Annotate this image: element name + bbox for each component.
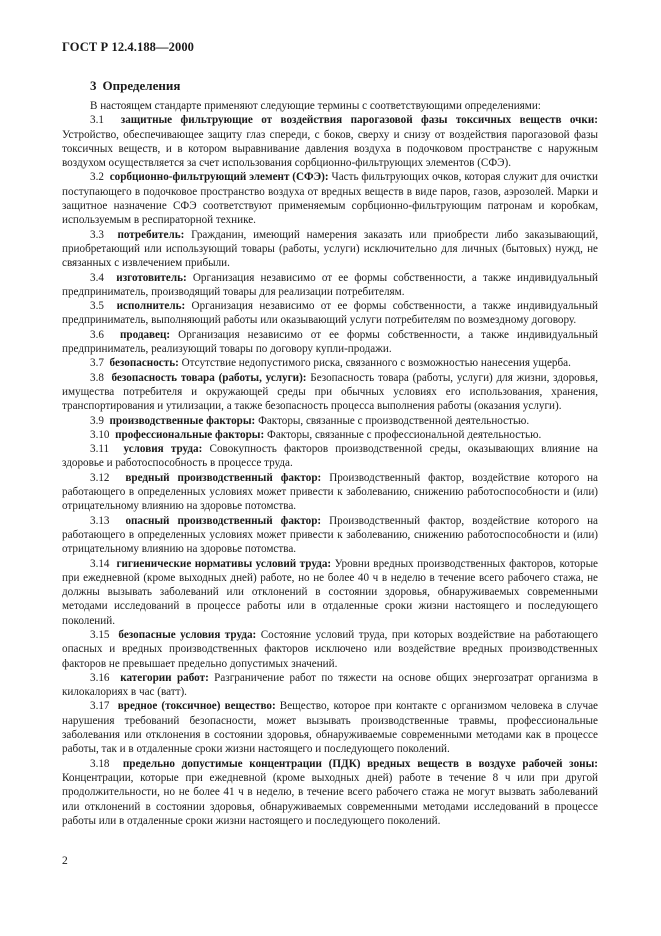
definition-number: 3.2: [90, 171, 104, 184]
definition-number: 3.1: [90, 114, 104, 127]
definition-text: Состояние условий труда, при которых воздействие на работающего опасных и вредных производственных факторов исключено или воздействие вредных производственных факторов не превышает предельно допустимых значений.: [62, 628, 598, 670]
definition-text: Совокупность факторов производственной среды, оказывающих влияние на здоровье и работоспособность в процессе труда.: [62, 443, 598, 470]
definition-item: [62, 356, 598, 370]
terms-list: [62, 113, 598, 828]
definition-item: [62, 113, 598, 170]
definition-number: 3.3: [90, 228, 104, 241]
definition-text: Безопасность товара (работы, услуги) для жизни, здоровья, имущества потребителя и окружающей среды при обычных условиях его использования, хранения, транспортирования и утилизации, а также безопасность процесса выполнения работы (оказания услуги).: [62, 371, 599, 413]
definition-text: Устройство, обеспечивающее защиту глаз спереди, с боков, сверху и снизу от воздействия парогазовой фазы токсичных веществ, и в котором выравнивание давления воздуха в подочковом пространстве с наружным воздухом осуществляется за счет использования сорбционно-фильтрующих элементов (СФЭ).: [62, 128, 598, 170]
definition-term: вредное (токсичное) вещество:: [117, 700, 276, 713]
definition-item: [62, 699, 598, 756]
definition-text: Производственный фактор, воздействие которого на работающего в определенных условиях может привести к заболеванию, снижению работоспособности и (или) отрицательному влиянию на здоровье потомства.: [62, 514, 598, 556]
definition-number: 3.6: [90, 328, 104, 341]
definition-term: профессиональные факторы:: [115, 428, 265, 441]
definition-number: 3.11: [90, 443, 110, 456]
definition-text: Часть фильтрующих очков, которая служит для очистки поступающего в подочковое пространство воздуха от вредных веществ в виде паров, газов, аэрозолей. Марки и защитное назначение СФЭ соответствуют применяемым сорбционно-фильтрующим патронам и коробкам, используемым в респираторной технике.: [62, 171, 598, 227]
definition-term: безопасность:: [109, 357, 179, 370]
section-title: [90, 78, 180, 94]
definition-number: 3.16: [90, 671, 110, 684]
definition-text: Факторы, связанные с производственной деятельностью.: [258, 414, 530, 427]
definition-term: предельно допустимые концентрации (ПДК) вредных веществ в воздухе рабочей зоны:: [122, 757, 598, 770]
definition-item: [62, 442, 598, 471]
definition-term: гигиенические нормативы условий труда:: [116, 557, 332, 570]
definition-text: Вещество, которое при контакте с организмом человека в случае нарушения требований безопасности, может вызывать производственные травмы, профессиональные заболевания или отклонения в состоянии здоровья, обнаруживаемые современными методами как в процессе работы, так и в отдаленные сроки жизни настоящего и последующего поколений.: [62, 700, 598, 756]
definition-number: 3.12: [90, 471, 110, 484]
definition-text: Производственный фактор, воздействие которого на работающего в определенных условиях может привести к заболеванию, снижению работоспособности и (или) отрицательному влиянию на здоровье потомства.: [62, 471, 599, 513]
definition-text: Организация независимо от ее формы собственности, а также индивидуальный предприниматель, реализующий товары по договору купли-продажи.: [62, 328, 598, 356]
definition-term: потребитель:: [117, 228, 185, 241]
definition-term: продавец:: [119, 328, 171, 341]
definition-term: изготовитель:: [116, 271, 187, 284]
definition-item: [62, 228, 598, 271]
definition-term: исполнитель:: [116, 300, 186, 313]
definition-term: опасный производственный фактор:: [125, 514, 322, 527]
definition-item: [62, 557, 598, 628]
definition-item: [62, 328, 598, 357]
definition-number: 3.9: [90, 414, 104, 427]
definition-number: 3.10: [90, 428, 110, 441]
definition-number: 3.17: [90, 700, 110, 713]
page-number: 2: [62, 855, 68, 867]
definition-item: [62, 299, 598, 328]
definition-number: 3.15: [90, 628, 110, 641]
definition-text: Концентрации, которые при ежедневной (кроме выходных дней) работе в течение 8 ч или при другой продолжительности, но не более 41 ч в неделю, в течение всего рабочего стажа не могут вызвать заболеваний или отклонений в состоянии здоровья, обнаруживаемых современными методами исследований в процессе работы или в отдаленные сроки жизни настоящего и последующего поколений.: [62, 771, 598, 827]
definition-item: [62, 371, 598, 414]
definition-term: вредный производственный фактор:: [125, 471, 322, 484]
definitions-body: [62, 99, 598, 828]
definition-text: Факторы, связанные с профессиональной деятельностью.: [267, 428, 542, 441]
definition-term: производственные факторы:: [109, 414, 256, 427]
definition-number: 3.13: [90, 514, 110, 527]
definition-term: безопасность товара (работы, услуги):: [111, 371, 307, 384]
definition-text: Гражданин, имеющий намерения заказать или приобрести либо заказывающий, приобретающий или использующий товары (работы, услуги) исключительно для личных (бытовых) нужд, не связанных с извлечением прибыли.: [62, 228, 598, 270]
definition-text: Разграничение работ по тяжести на основе общих энергозатрат организма в килокалориях в час (ватт).: [62, 671, 598, 699]
definition-item: [62, 628, 598, 671]
definition-item: [62, 471, 598, 514]
definition-number: 3.18: [90, 757, 110, 770]
definition-term: условия труда:: [123, 443, 203, 456]
definition-text: Организация независимо от ее формы собственности, а также индивидуальный предприниматель, выполняющий работы или оказывающий услуги потребителям по возмездному договору.: [62, 300, 598, 327]
definition-item: [62, 671, 598, 700]
definition-text: Организация независимо от ее формы собственности, а также индивидуальный предприниматель, производящий товары для реализации потребителям.: [62, 271, 598, 298]
definition-term: сорбционно-фильтрующий элемент (СФЭ):: [109, 171, 329, 184]
definition-item: [62, 428, 598, 442]
definition-number: 3.8: [90, 371, 104, 384]
section-number: 3: [90, 78, 97, 93]
section-heading: Определения: [102, 78, 181, 93]
definition-text: Отсутствие недопустимого риска, связанного с возможностью нанесения ущерба.: [181, 357, 571, 370]
definition-number: 3.7: [90, 357, 104, 370]
definition-text: Уровни вредных производственных факторов, которые при ежедневной (кроме выходных дней) работе, но не более 40 ч в неделю в течение всего рабочего стажа, не должны вызывать заболеваний или отклонений в состоянии здоровья, обнаруживаемых современными методами исследований в процессе работы или в отдаленные сроки жизни настоящего и последующего поколений.: [62, 557, 599, 627]
definition-item: [62, 514, 598, 557]
definition-number: 3.5: [90, 300, 104, 313]
definition-term: безопасные условия труда:: [118, 628, 257, 641]
definition-item: [62, 170, 598, 227]
standard-header: ГОСТ Р 12.4.188—2000: [62, 40, 195, 54]
definition-item: [62, 271, 598, 300]
definition-number: 3.4: [90, 271, 104, 284]
definition-term: категории работ:: [120, 671, 209, 684]
definition-term: защитные фильтрующие от воздействия парогазовой фазы токсичных веществ очки:: [120, 114, 598, 127]
definition-item: [62, 414, 598, 428]
definition-item: [62, 757, 598, 828]
definition-number: 3.14: [90, 557, 110, 570]
intro-paragraph: В настоящем стандарте применяют следующие термины с соответствующими определениями:: [90, 100, 541, 112]
